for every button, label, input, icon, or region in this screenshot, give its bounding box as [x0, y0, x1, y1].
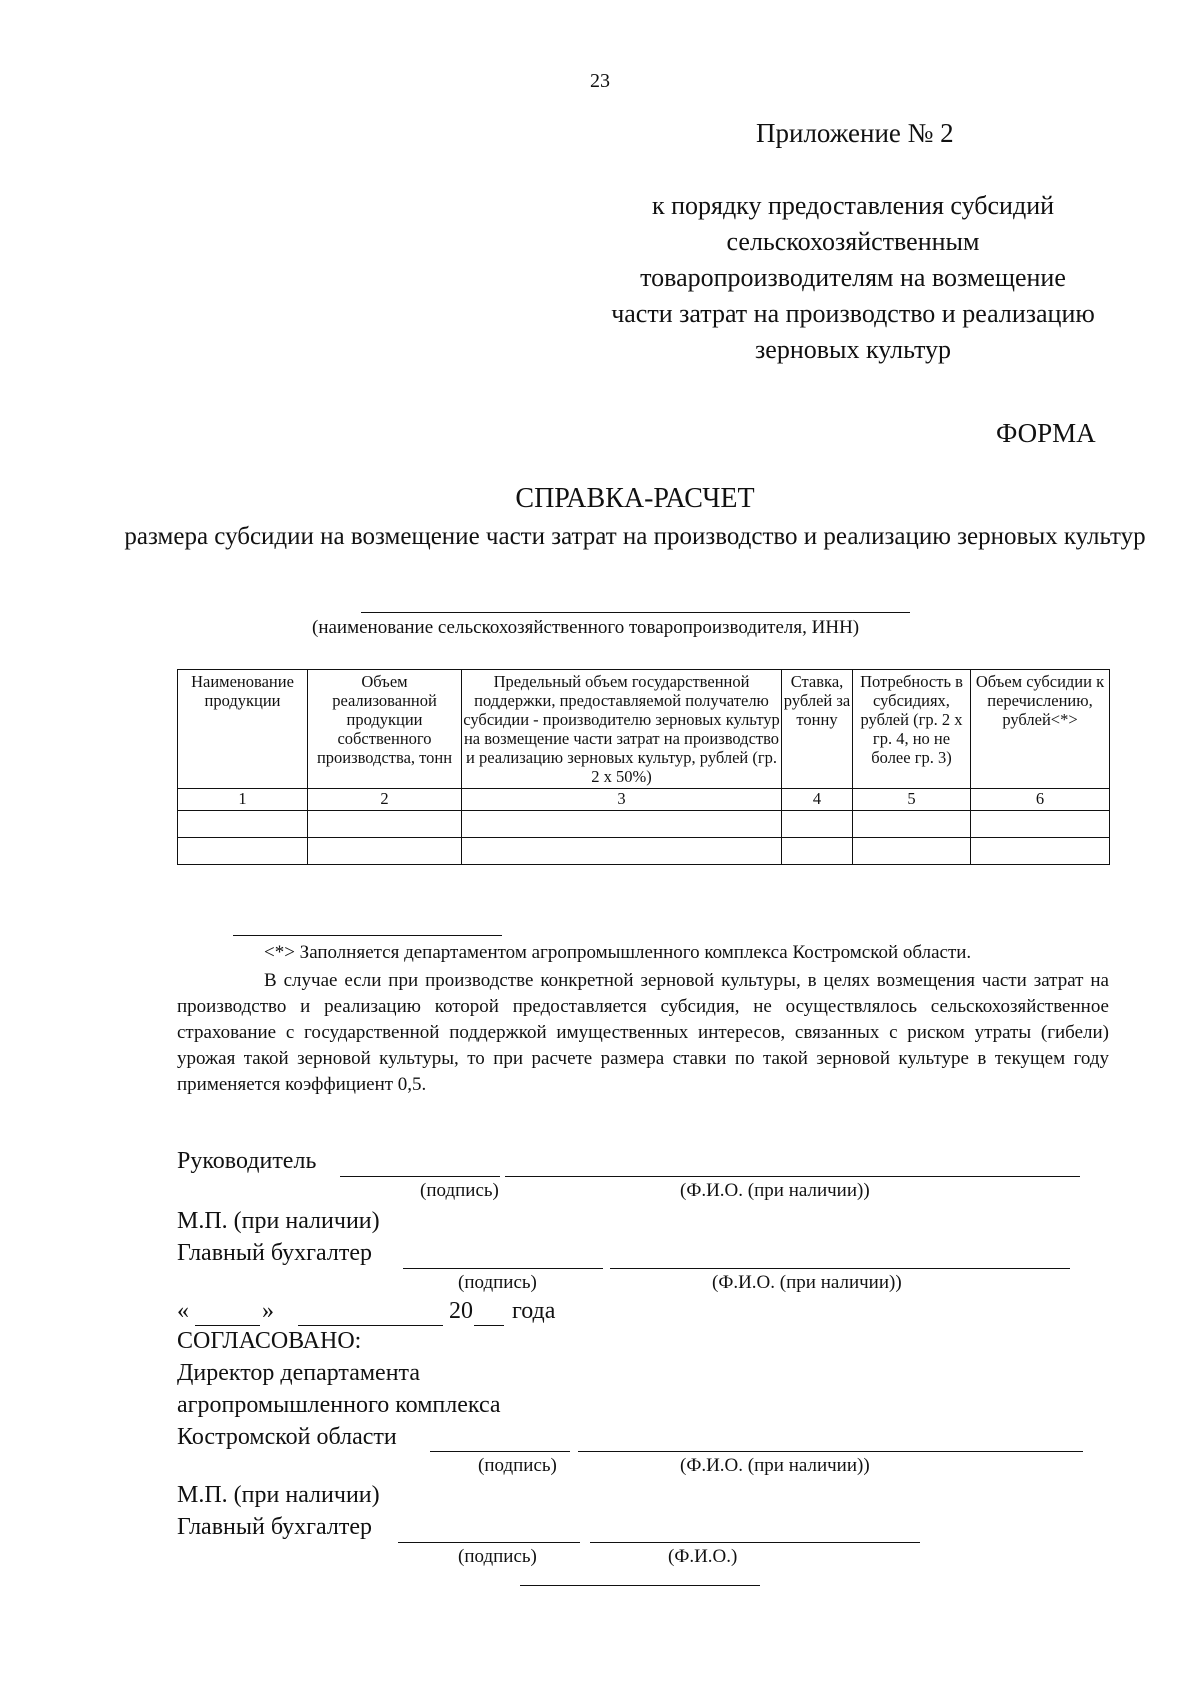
- head-label: Руководитель: [177, 1148, 317, 1174]
- table-cell[interactable]: [853, 838, 971, 865]
- producer-name-line: [361, 612, 910, 613]
- head-signature-line[interactable]: [340, 1176, 500, 1177]
- insurance-paragraph: В случае если при производстве конкретной зерновой культуры, в целях возмещения части затрат на производство и реализацию которой предоставляется субсидия, не осуществлялось сельскохозяйственное страхование с государственной поддержкой имущественных интересов, связанных с риском утраты (гибели) урожая такой зерновой культуры, то при расчете размера ставки по такой зерновой культуре в текущем году применяется коэффициент 0,5.: [177, 970, 1109, 1095]
- director-fio-caption: (Ф.И.О. (при наличии)): [680, 1455, 870, 1476]
- table-cell[interactable]: [971, 838, 1110, 865]
- accountant-signature-caption: (подпись): [458, 1272, 537, 1293]
- accountant-fio-line[interactable]: [610, 1268, 1070, 1269]
- page-number: 23: [590, 70, 610, 92]
- director-seal-label: М.П. (при наличии): [177, 1482, 380, 1508]
- date-open-quote: «: [177, 1298, 189, 1324]
- director-signature-line[interactable]: [430, 1451, 570, 1452]
- table-cell[interactable]: [308, 838, 462, 865]
- footnote-separator: [233, 935, 502, 936]
- date-year-suffix: года: [512, 1298, 556, 1324]
- column-number: 5: [853, 789, 971, 811]
- column-number: 4: [782, 789, 853, 811]
- table-cell[interactable]: [782, 811, 853, 838]
- table-cell[interactable]: [178, 811, 308, 838]
- table-row: [178, 838, 1110, 865]
- date-year-line[interactable]: [474, 1325, 504, 1326]
- seal-label: М.П. (при наличии): [177, 1208, 380, 1234]
- column-header: Ставка, рублей за тонну: [782, 670, 853, 789]
- appendix-subtitle: к порядку предоставления субсидий сельскохозяйственным товаропроизводителям на возмещение части затрат на производство и реализацию зерновых культур: [611, 191, 1095, 364]
- director-accountant-signature-line[interactable]: [398, 1542, 580, 1543]
- table-cell[interactable]: [178, 838, 308, 865]
- director-fio-line[interactable]: [578, 1451, 1083, 1452]
- appendix-title: Приложение № 2: [756, 118, 954, 148]
- table-cell[interactable]: [308, 811, 462, 838]
- director-signature-caption: (подпись): [478, 1455, 557, 1476]
- column-header: Объем субсидии к перечислению, рублей<*>: [971, 670, 1110, 789]
- head-fio-line[interactable]: [505, 1176, 1080, 1177]
- date-month-line[interactable]: [298, 1325, 443, 1326]
- column-number: 1: [178, 789, 308, 811]
- column-header: Предельный объем государственной поддержки, предоставляемой получателю субсидии - производителю зерновых культур на возмещение части затрат на производство и реализацию зерновых культур, рублей (гр. 2 х 50%): [462, 670, 782, 789]
- director-accountant-fio-caption: (Ф.И.О.): [668, 1546, 738, 1567]
- document-title: СПРАВКА-РАСЧЕТ: [515, 483, 755, 514]
- accountant-fio-caption: (Ф.И.О. (при наличии)): [712, 1272, 902, 1293]
- table-cell[interactable]: [462, 838, 782, 865]
- table-cell[interactable]: [462, 811, 782, 838]
- column-header: Наименование продукции: [178, 670, 308, 789]
- director-accountant-signature-caption: (подпись): [458, 1546, 537, 1567]
- document-subtitle: размера субсидии на возмещение части затрат на производство и реализацию зерновых культур: [124, 523, 1146, 550]
- accountant-signature-line[interactable]: [403, 1268, 603, 1269]
- column-number: 6: [971, 789, 1110, 811]
- table-cell[interactable]: [782, 838, 853, 865]
- date-day-line[interactable]: [195, 1325, 260, 1326]
- director-title-line1: Директор департамента: [177, 1360, 420, 1386]
- head-signature-caption: (подпись): [420, 1180, 499, 1201]
- table-header-row: [178, 670, 1110, 789]
- director-accountant-label: Главный бухгалтер: [177, 1514, 372, 1540]
- column-header: Потребность в субсидиях, рублей (гр. 2 х гр. 4, но не более гр. 3): [853, 670, 971, 789]
- director-title-line3: Костромской области: [177, 1424, 397, 1450]
- footnote: <*> Заполняется департаментом агропромышленного комплекса Костромской области.: [264, 942, 972, 963]
- date-year-prefix: 20: [449, 1298, 473, 1324]
- head-fio-caption: (Ф.И.О. (при наличии)): [680, 1180, 870, 1201]
- form-label: ФОРМА: [996, 418, 1096, 448]
- calculation-table: [177, 669, 1110, 865]
- table-cell[interactable]: [971, 811, 1110, 838]
- table-row: [178, 811, 1110, 838]
- agreed-label: СОГЛАСОВАНО:: [177, 1328, 362, 1354]
- director-accountant-fio-line[interactable]: [590, 1542, 920, 1543]
- chief-accountant-label: Главный бухгалтер: [177, 1240, 372, 1266]
- table-cell[interactable]: [853, 811, 971, 838]
- date-close-quote: »: [262, 1298, 274, 1324]
- producer-name-hint: (наименование сельскохозяйственного товаропроизводителя, ИНН): [312, 617, 860, 638]
- column-number: 2: [308, 789, 462, 811]
- column-number: 3: [462, 789, 782, 811]
- column-number-row: [178, 789, 1110, 811]
- director-title-line2: агропромышленного комплекса: [177, 1392, 501, 1418]
- column-header: Объем реализованной продукции собственного производства, тонн: [308, 670, 462, 789]
- closing-line: [520, 1585, 760, 1586]
